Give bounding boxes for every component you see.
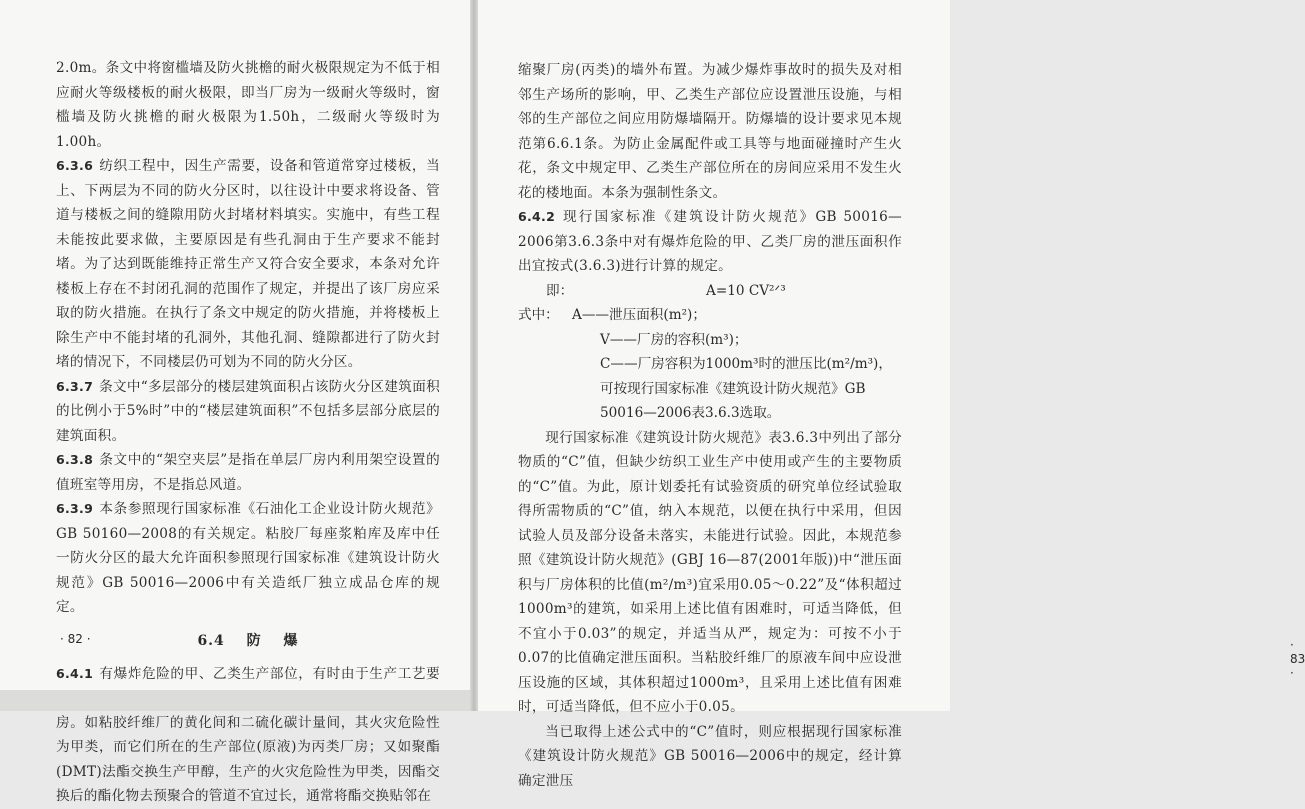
page-number-left: · 82 · — [60, 632, 91, 646]
legend-text: 厂房容积为1000m³时的泄压比(m²/m³)，可按现行国家标准《建筑设计防火规范》GB 50016—2006表3.6.3选取。 — [600, 356, 892, 421]
section-heading — [56, 630, 440, 650]
page-number-right: · 83 · — [1290, 638, 1305, 680]
paragraph-continued: 2.0m。条文中将窗槛墙及防火挑檐的耐火极限规定为不低于相应耐火等级楼板的耐火极限，即当厂房为一级耐火等级时，窗槛墙及防火挑檐的耐火极限为1.50h，二级耐火等级时为1.00h。 — [56, 60, 440, 150]
clause-number: 6.3.9 — [56, 501, 94, 516]
section-name-char-1: 防 — [246, 632, 262, 649]
formula-line — [518, 279, 902, 304]
legend-symbol: A—— — [572, 307, 610, 323]
page-edge-shadow — [0, 690, 470, 711]
legend-row-v — [518, 328, 902, 353]
clause-number: 6.4.2 — [518, 209, 556, 224]
clause-6-4-1: 6.4.1 有爆炸危险的甲、乙类生产部位，有时由于生产工艺要 房。如粘胶纤维厂的黄化间和二硫化碳计量间，其火灾危险性为甲类，而它们所在的生产部位(原液)为丙类厂房；又如聚酯(DMT)法酯交换生产甲醇，生产的火灾危险性为甲类，因酯交换后的酯化物去预聚合的管道不宜过长，通常将酯交换贴邻在 — [56, 665, 440, 804]
clause-6-4-2: 6.4.2 现行国家标准《建筑设计防火规范》GB 50016—2006第3.6.3条中对有爆炸危险的甲、乙类厂房的泄压面积作出宜按式(3.6.3)进行计算的规定。 — [518, 209, 902, 274]
clause-number: 6.4.1 — [56, 665, 94, 681]
section-name-char-2: 爆 — [283, 632, 299, 649]
clause-6-3-9: 6.3.9 本条参照现行国家标准《石油化工企业设计防火规范》GB 50160—2008的有关规定。粘胶厂每座浆粕库及库中任一防火分区的最大允许面积参照现行国家标准《建筑设计防火规范》GB 50016—2006中有关造纸厂独立成品仓库的规定。 — [56, 501, 440, 615]
left-page — [0, 0, 470, 804]
legend-symbol: V—— — [600, 331, 638, 348]
formula-label: 即： — [546, 282, 574, 299]
right-page — [478, 0, 1305, 789]
paragraph-continued-right: 缩聚厂房(丙类)的墙外布置。为减少爆炸事故时的损失及对相邻生产场所的影响，甲、乙类生产部位应设置泄压设施，与相邻的生产部位之间应用防爆墙隔开。防爆墙的设计要求见本规范第6.6.1条。为防止金属配件或工具等与地面碰撞时产生火花，条文中规定甲、乙类生产部位所在的房间应采用不发生火花的楼地面。本条为强制性条文。 — [518, 62, 902, 201]
formula-expression: A=10 CV²ᐟ³ — [706, 282, 786, 299]
legend-text: 泄压面积(m²)； — [609, 307, 706, 323]
formula-legend — [518, 303, 902, 426]
clause-6-3-8: 6.3.8 条文中的“架空夹层”是指在单层厂房内利用架空设置的值班室等用房，不是指总风道。 — [56, 452, 440, 493]
clause-6-3-6: 6.3.6 纺织工程中，因生产需要，设备和管道常穿过楼板，当上、下两层为不同的防火分区时，以往设计中要求将设备、管道与楼板之间的缝隙用防火封堵材料填实。实施中，有些工程未能按此要求做，主要原因是有些孔洞由于生产要求不能封堵。为了达到既能维持正常生产又符合安全要求，本条对允许楼板上存在不封闭孔洞的范围作了规定，并提出了该厂房应采取的防火措施。在执行了条文中规定的防火措施，并将楼板上除生产中不能封堵的孔洞外，其他孔洞、缝隙都进行了防火封堵的情况下，不同楼层仍可划为不同的防火分区。 — [56, 158, 440, 370]
legend-text: 厂房的容积(m³)； — [637, 331, 748, 348]
book-gutter — [470, 0, 478, 711]
legend-symbol: C—— — [600, 356, 638, 372]
clause-number: 6.3.7 — [56, 378, 94, 394]
clause-6-3-7: 6.3.7 条文中“多层部分的楼层建筑面积占该防火分区建筑面积的比例小于5%时”中的“楼层建筑面积”不包括多层部分底层的建筑面积。 — [56, 378, 440, 444]
clause-number: 6.3.8 — [56, 452, 94, 467]
section-number: 6.4 — [197, 632, 225, 649]
legend-row-c — [518, 352, 902, 426]
legend-row-a: 式中： A——泄压面积(m²)； — [518, 307, 706, 323]
clause-number: 6.3.6 — [56, 158, 94, 173]
paragraph-c-obtained: 当已取得上述公式中的“C”值时，则应根据现行国家标准《建筑设计防火规范》GB 50016—2006中的规定，经计算确定泄压 — [518, 723, 902, 789]
paragraph-c-values: 现行国家标准《建筑设计防火规范》表3.6.3中列出了部分物质的“C”值，但缺少纺织工业生产中使用或产生的主要物质的“C”值。为此，原计划委托有试验资质的研究单位经试验取得所需物质的“C”值，纳入本规范，以便在执行中采用，但因试验人员及部分设备未落实，未能进行试验。因此，本规范参照《建筑设计防火规范》(GBJ 16—87(2001年版))中“泄压面积与厂房体积的比值(m²/m³)宜采用0.05～0.22”及“体积超过1000m³的建筑，如采用上述比值有困难时，可适当降低，但不宜小于0.03”的规定，并适当从严，规定为：可按不小于0.07的比值确定泄压面积。当粘胶纤维厂的原液车间中应设泄压设施的区域，其体积超过1000m³，且采用上述比值有困难时，可适当降低，但不应小于0.05。 — [518, 429, 902, 715]
